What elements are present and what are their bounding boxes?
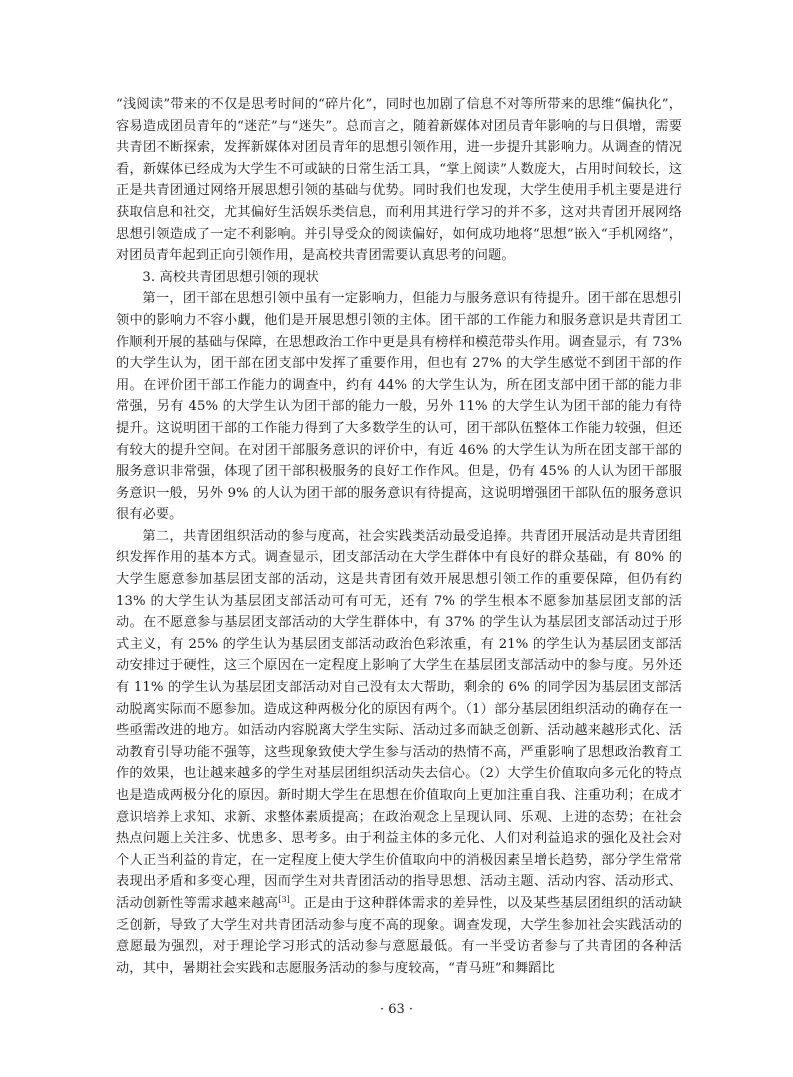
page-body: [116, 94, 682, 979]
body-paragraph-2: 第一，团干部在思想引领中虽有一定影响力，但能力与服务意识有待提升。团干部在思想引领中的影响力不容小觑，他们是开展思想引领的主体。团干部的工作能力和服务意识是共青团工作顺利开展的基础与保障，在思想政治工作中更是具有榜样和模范带头作用。调查显示，有 73% 的大学生认为，团干部在团支部中发挥了重要作用，但也有 27% 的大学生感觉不到团干部的作用。在评价团干部工作能力的调查中，约有 44% 的大学生认为，所在团支部中团干部的能力非常强，另有 45% 的大学生认为团干部的能力一般，另外 11% 的大学生认为团干部的能力有待提升。这说明团干部的工作能力得到了大多数学生的认可，团干部队伍整体工作能力较强，但还有较大的提升空间。在对团干部服务意识的评价中，有近 46% 的大学生认为所在团支部干部的服务意识非常强，体现了团干部积极服务的良好工作作风。但是，仍有 45% 的人认为团干部服务意识一般，另外 9% 的人认为团干部的服务意识有待提高，这说明增强团干部队伍的服务意识很有必要。: [116, 291, 682, 523]
body-paragraph-3-text-b: 。正是由于这种群体需求的差异性，以及某些基层团组织的活动缺乏创新，导致了大学生对共青团活动参与度不高的现象。调查发现，大学生参加社会实践活动的意愿最为强烈，对于理论学习形式的活动参与意愿最低。有一半受访者参与了共青团的各种活动，其中，暑期社会实践和志愿服务活动的参与度较高，“青马班”和舞蹈比: [116, 895, 682, 976]
body-paragraph-1: “浅阅读”带来的不仅是思考时间的“碎片化”，同时也加剧了信息不对等所带来的思维“偏执化”，容易造成团员青年的“迷茫”与“迷失”。总而言之，随着新媒体对团员青年影响的与日俱增，需要共青团不断探索，发挥新媒体对团员青年的思想引领作用，进一步提升其影响力。从调查的情况看，新媒体已经成为大学生不可或缺的日常生活工具，“掌上阅读”人数庞大，占用时间较长，这正是共青团通过网络开展思想引领的基础与优势。同时我们也发现，大学生使用手机主要是进行获取信息和社交，尤其偏好生活娱乐类信息，而利用其进行学习的并不多，这对共青团开展网络思想引领造成了一定不利影响。并引导受众的阅读偏好，如何成功地将“思想”嵌入“手机网络”，对团员青年起到正向引领作用，是高校共青团需要认真思考的问题。: [116, 97, 682, 264]
section-heading: 3. 高校共青团思想引领的现状: [142, 269, 319, 285]
body-paragraph-3-text-a: 第二，共青团组织活动的参与度高，社会实践类活动最受追捧。共青团开展活动是共青团组织发挥作用的基本方式。调查显示，团支部活动在大学生群体中有良好的群众基础，有 80% 的大学生愿意参加基层团支部的活动，这是共青团有效开展思想引领工作的重要保障，但仍有约 13% 的大学生认为基层团支部活动可有可无，还有 7% 的学生根本不愿参加基层团支部的活动。在不愿意参与基层团支部活动的大学生群体中，有 37% 的学生认为基层团支部活动过于形式主义，有 25% 的学生认为基层团支部活动政治色彩浓重，有 21% 的学生认为基层团支部活动安排过于硬性，这三个原因在一定程度上影响了大学生在基层团支部活动中的参与度。另外还有 11% 的学生认为基层团支部活动对自己没有太大帮助，剩余的 6% 的同学因为基层团支部活动脱离实际而不愿参加。造成这种两极分化的原因有两个。（1）部分基层团组织活动的确存在一些亟需改进的地方。如活动内容脱离大学生实际、活动过多而缺乏创新、活动越来越形式化、活动教育引导功能不强等，这些现象致使大学生参与活动的热情不高，严重影响了思想政治教育工作的效果，也让越来越多的学生对基层团组织活动失去信心。（2）大学生价值取向多元化的特点也是造成两极分化的原因。新时期大学生在思想在价值取向上更加注重自我、注重功利；在成才意识培养上求知、求新、求整体素质提高；在政治观念上呈现认同、乐观、上进的态势；在社会热点问题上关注多、忧患多、思考多。由于利益主体的多元化、人们对利益追求的强化及社会对个人正当利益的肯定，在一定程度上使大学生价值取向中的消极因素呈增长趋势，部分学生常常表现出矛盾和多变心理，因而学生对共青团活动的指导思想、活动主题、活动内容、活动形式、活动创新性等需求越来越高: [116, 528, 682, 911]
body-paragraph-3: [116, 526, 682, 979]
citation-marker: [3]: [278, 894, 290, 904]
page-number: · 63 ·: [379, 1002, 414, 1017]
